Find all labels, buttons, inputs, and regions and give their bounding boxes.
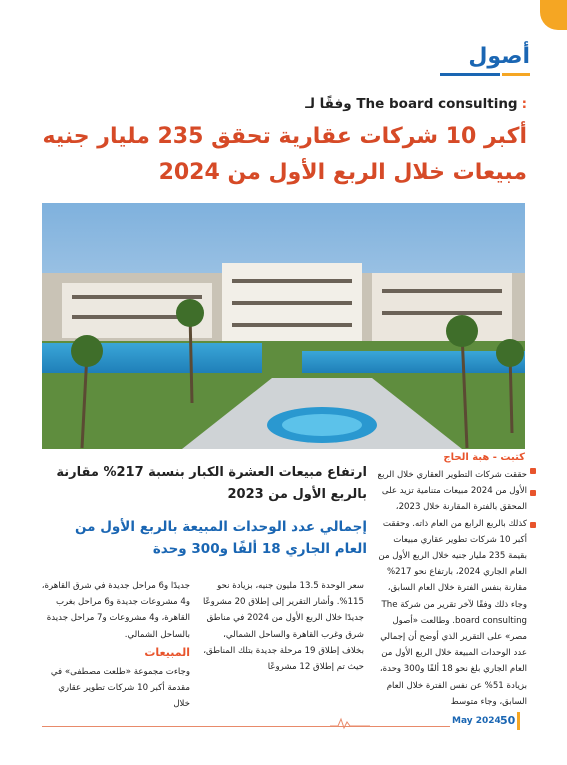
brand-logo-text: أصول — [468, 44, 530, 69]
subhead-first-bullet2-icon — [530, 490, 536, 496]
footer-date: May 2024 — [452, 716, 501, 726]
footer-wave-icon — [330, 716, 370, 730]
resort-image — [42, 203, 525, 449]
column-middle-text: سعر الوحدة 13.5 مليون جنيه، بزيادة نحو 115%. وأشار التقرير إلى إطلاق 20 مشروعًا جديدًا خلال الربع الأول من 2024 في مناطق شرق وغرب القاهرة والساحل الشمالي، بخلاف إطلاق 19 مرحلة جديدة بتلك المناطق، حيث تم إطلاق 12 مشروعًا — [202, 581, 364, 673]
column-right-text: حققت شركات التطوير العقاري خلال الربع الأول من 2024 مبيعات متنامية تزيد على المحقق بالفترة المقارنة خلال 2023، كذلك بالربع الرابع من العام ذاته. وحققت أكبر 10 شركات تطوير عقاري مبيعات بقيمة 235 مليار جنيه خلال الربع الأول من العام الجاري 2024، بارتفاع نحو 217% مقارنة بنفس الفترة خلال العام السابق، وجاء ذلك وفقًا لآخر تقرير من شركة The board consulting. وطالعت «أصول مصر» على التقرير الذي أوضح أن إجمالي عدد الوحدات المبيعة خلال الربع الأول من العام الجاري بلغ نحو 18 ألفًا و300 وحدة، بزيادة 51% عن نفس الفترة خلال العام السابق، وجاء متوسط — [377, 470, 527, 707]
subhead-first-bullet-icon — [530, 468, 536, 474]
logo-underline-icon — [440, 72, 530, 78]
byline-prefix: وفقًا لـ — [305, 96, 352, 112]
section-title-sales: المبيعات — [144, 646, 190, 659]
byline-source: The board consulting — [356, 96, 518, 112]
headline-line1: أكبر 10 شركات عقارية تحقق 235 مليار جنيه — [42, 124, 527, 149]
headline-line2: مبيعات خلال الربع الأول من 2024 — [158, 160, 527, 185]
corner-tab — [540, 0, 567, 30]
subhead-second-bullet-icon — [530, 522, 536, 528]
hero-photo — [42, 203, 525, 449]
byline: :The board consulting وفقًا لـ — [305, 96, 527, 112]
footer-rule — [42, 726, 450, 727]
column-left-continued-text: وجاءت مجموعة «طلعت مصطفى» في مقدمة أكبر 10 شركات تطوير عقاري خلال — [50, 667, 190, 710]
page-number: 50 — [500, 714, 516, 727]
footer-accent-bar — [517, 712, 520, 730]
subhead-second: إجمالي عدد الوحدات المبيعة بالربع الأول من العام الجاري 18 ألفًا و300 وحدة — [75, 519, 367, 557]
subhead-first: ارتفاع مبيعات العشرة الكبار بنسبة 217% مقارنة بالربع الأول من 2023 — [56, 465, 367, 502]
author-credit: كتبت - هبة الحاج — [443, 452, 525, 463]
column-left-text: جديدًا و6 مراحل جديدة في شرق القاهرة، و4 مشروعات جديدة و6 مراحل بغرب القاهرة، و4 مشروعات و7 مراحل جديدة بالساحل الشمالي. — [41, 581, 190, 640]
brand-logo — [440, 44, 540, 84]
